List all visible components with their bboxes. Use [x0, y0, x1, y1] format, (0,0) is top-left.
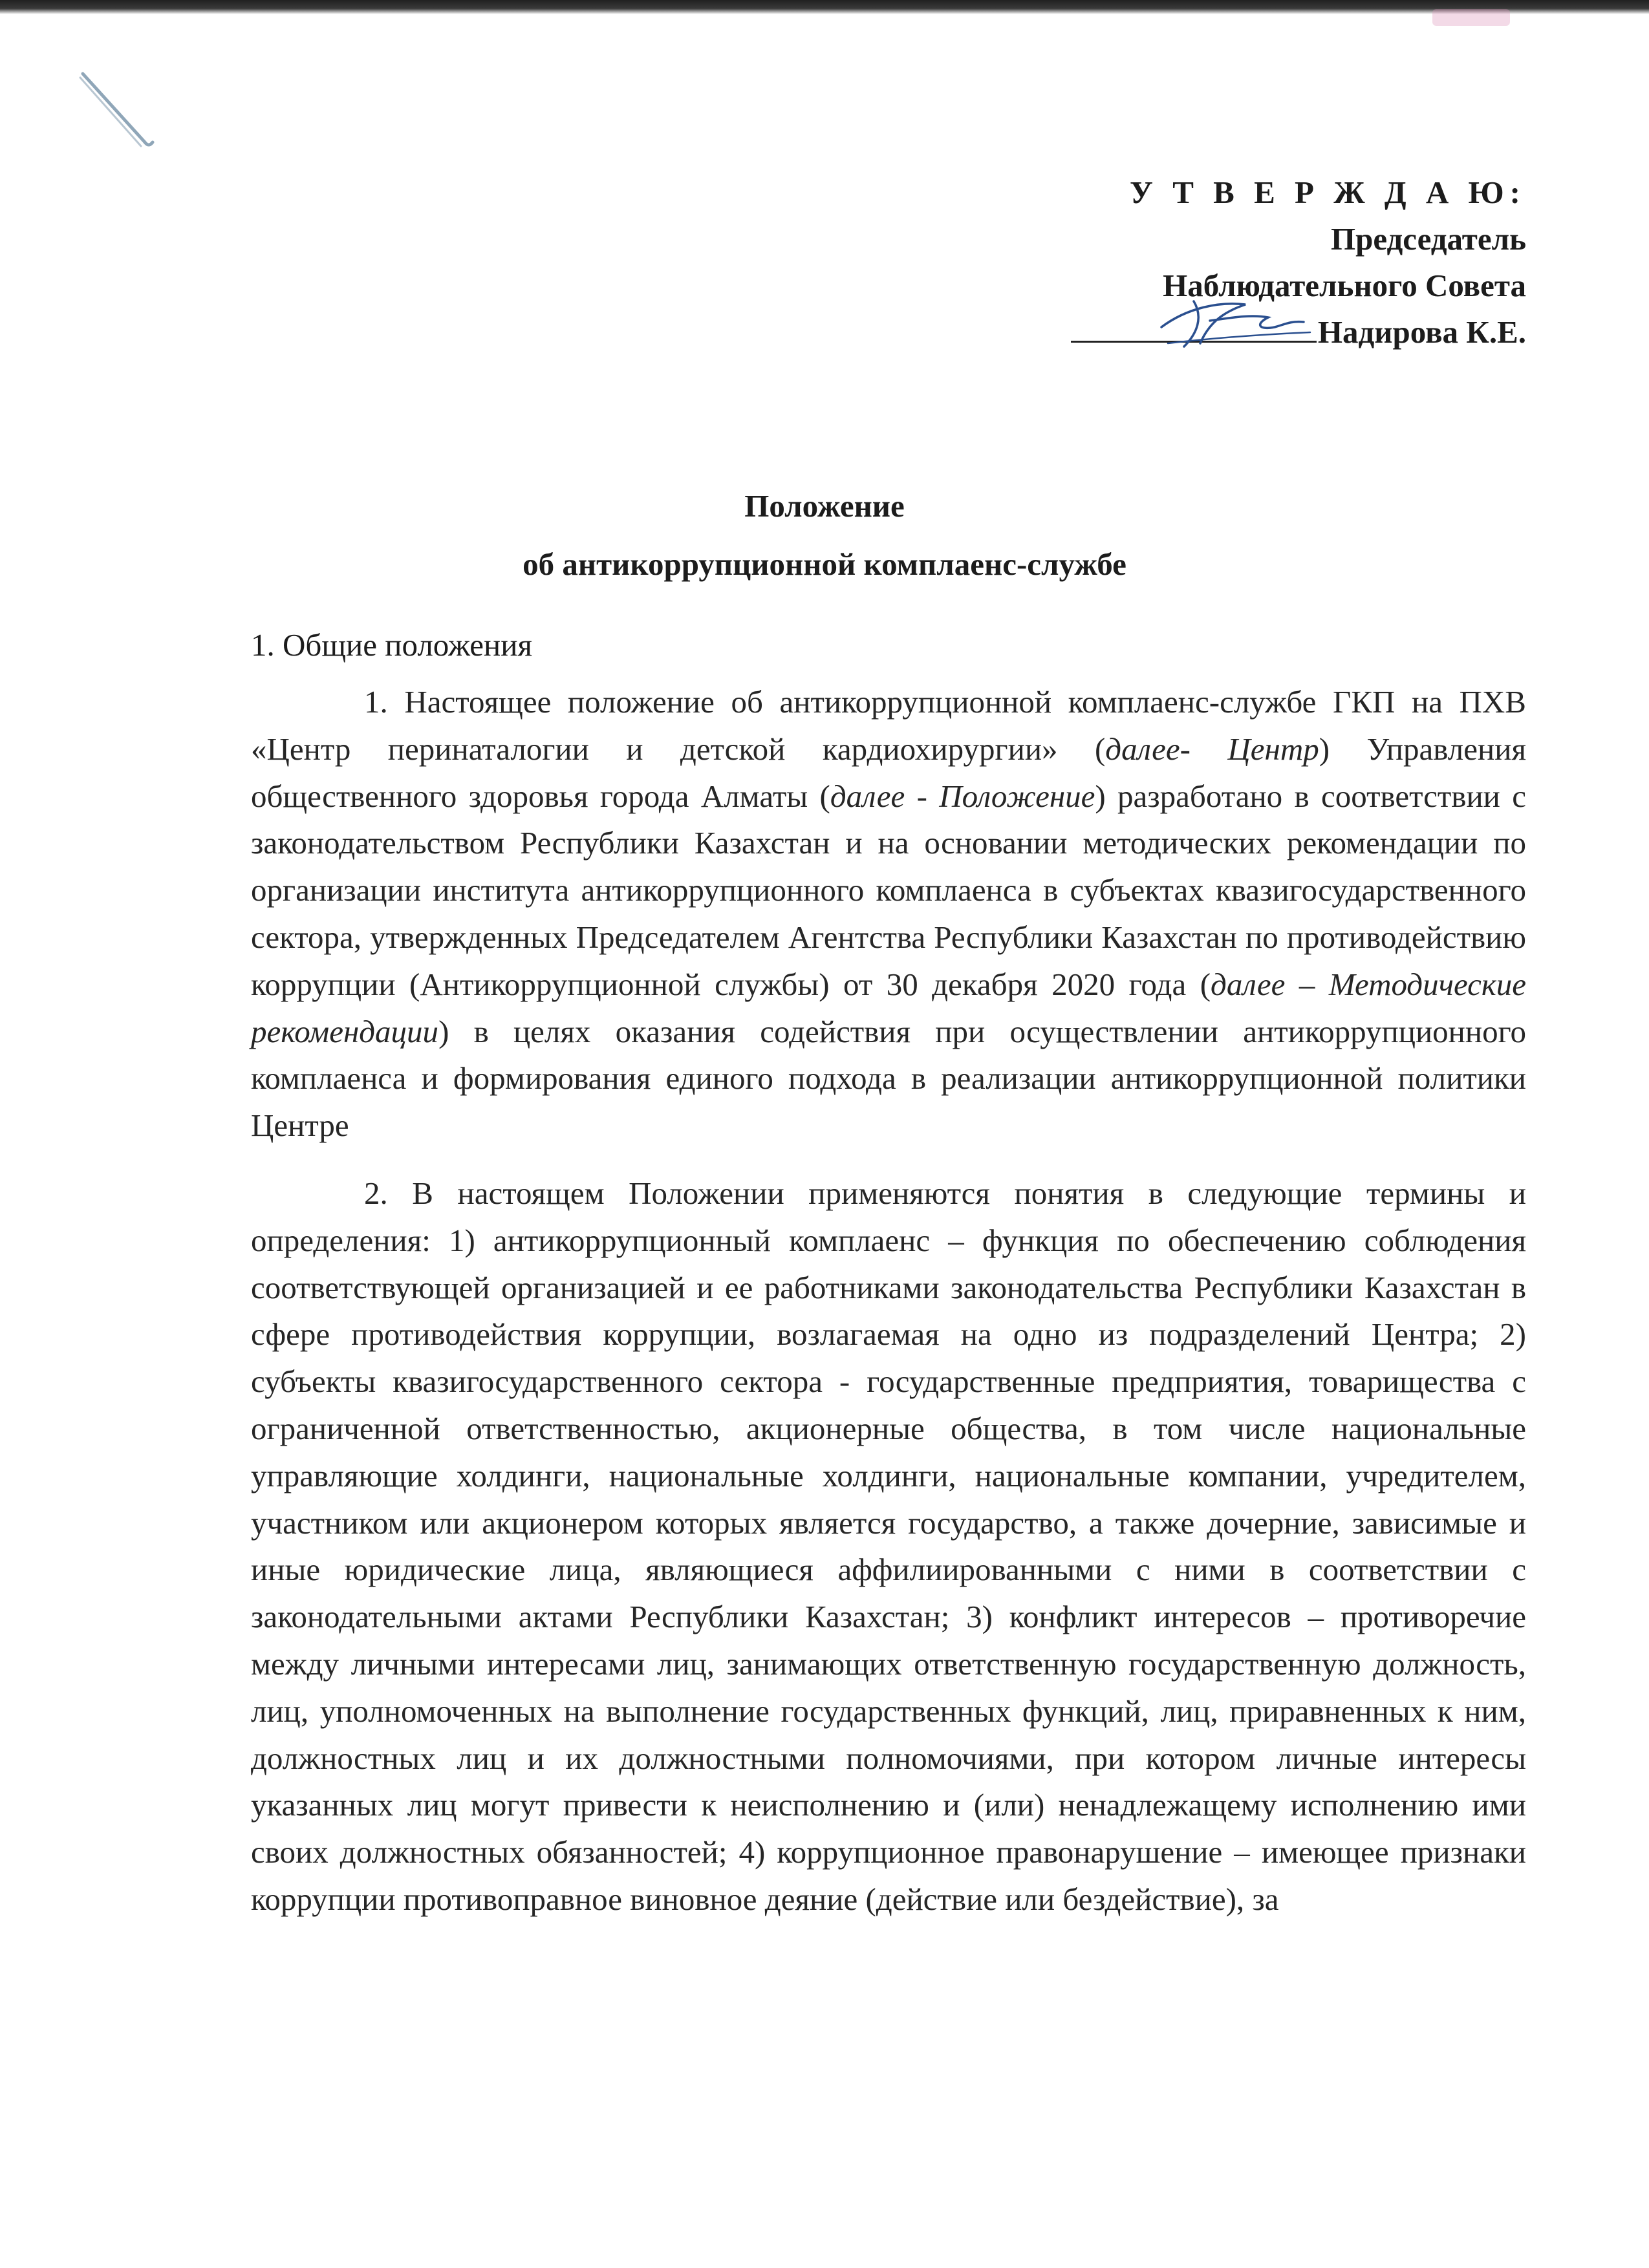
paragraph-1-italic-a: далее- Центр: [1105, 731, 1319, 767]
signature-area: [1071, 309, 1318, 356]
signature-line: [879, 309, 1526, 356]
approver-council: Наблюдательного Совета: [1163, 268, 1526, 303]
title-line-2: об антикоррупционной комплаенс-службе: [523, 546, 1126, 582]
document-body: [251, 679, 1526, 1944]
document-title: [0, 477, 1649, 594]
approve-label: У Т В Е Р Ж Д А Ю:: [1130, 175, 1526, 210]
signer-name: Надирова К.Е.: [1317, 314, 1526, 350]
scan-color-mark: [1432, 9, 1510, 26]
paragraph-1-part-d: ) в целях оказания содействия при осуществлении антикоррупционного комплаенса и формирования единого подхода в реализации антикоррупционной политики Центре: [251, 1013, 1526, 1144]
paragraph-1-italic-c: далее – Методические рекомендации: [251, 966, 1526, 1049]
paragraph-1-part-b: ) Управления общественного здоровья города Алматы (: [251, 731, 1526, 814]
staple-mark: [78, 70, 162, 154]
section-heading: 1. Общие положения: [251, 627, 533, 663]
approver-position: Председатель: [1331, 221, 1526, 257]
paragraph-1-part-c: ) разработано в соответствии с законодательством Республики Казахстан и на основании методических рекомендации по организации института антикоррупционного комплаенса в субъектах квазигосударственного сектора, утвержденных Председателем Агентства Республики Казахстан по противодействию коррупции (Антикоррупционной службы) от 30 декабря 2020 года (: [251, 778, 1526, 1002]
paragraph-1-part-a: 1. Настоящее положение об антикоррупционной комплаенс-службе ГКП на ПХВ «Центр перинаталогии и детской кардиохирургии» (: [251, 684, 1526, 767]
paragraph-1-italic-b: далее - Положение: [830, 778, 1095, 814]
approval-block: [879, 169, 1526, 356]
scan-top-edge: [0, 0, 1649, 14]
title-line-1: Положение: [744, 488, 905, 524]
paragraph-2: 2. В настоящем Положении применяются понятия в следующие термины и определения: 1) антикоррупционный комплаенс – функция по обеспечению соблюдения соответствующей организацией и ее работниками законодательства Республики Казахстан в сфере противодействия коррупции, возлагаемая на одно из подразделений Центра; 2) субъекты квазигосударственного сектора - государственные предприятия, товарищества с ограниченной ответственностью, акционерные общества, в том числе национальные управляющие холдинги, национальные холдинги, национальные компании, учредителем, участником или акционером которых является государство, а также дочерние, зависимые и иные юридические лица, являющиеся аффилиированными с ними в соответствии с законодательными актами Республики Казахстан; 3) конфликт интересов – противоречие между личными интересами лиц, занимающих ответственную государственную должность, лиц, уполномоченных на выполнение государственных функций, лиц, приравненных к ним, должностных лиц и их должностными полномочиями, при котором личные интересы указанных лиц могут привести к неисполнению и (или) ненадлежащему исполнению ими своих должностных обязанностей; 4) коррупционное правонарушение – имеющее признаки коррупции противоправное виновное деяние (действие или бездействие), за: [251, 1175, 1526, 1917]
handwritten-signature: [1148, 282, 1317, 353]
paragraph-1: [251, 679, 1526, 1150]
